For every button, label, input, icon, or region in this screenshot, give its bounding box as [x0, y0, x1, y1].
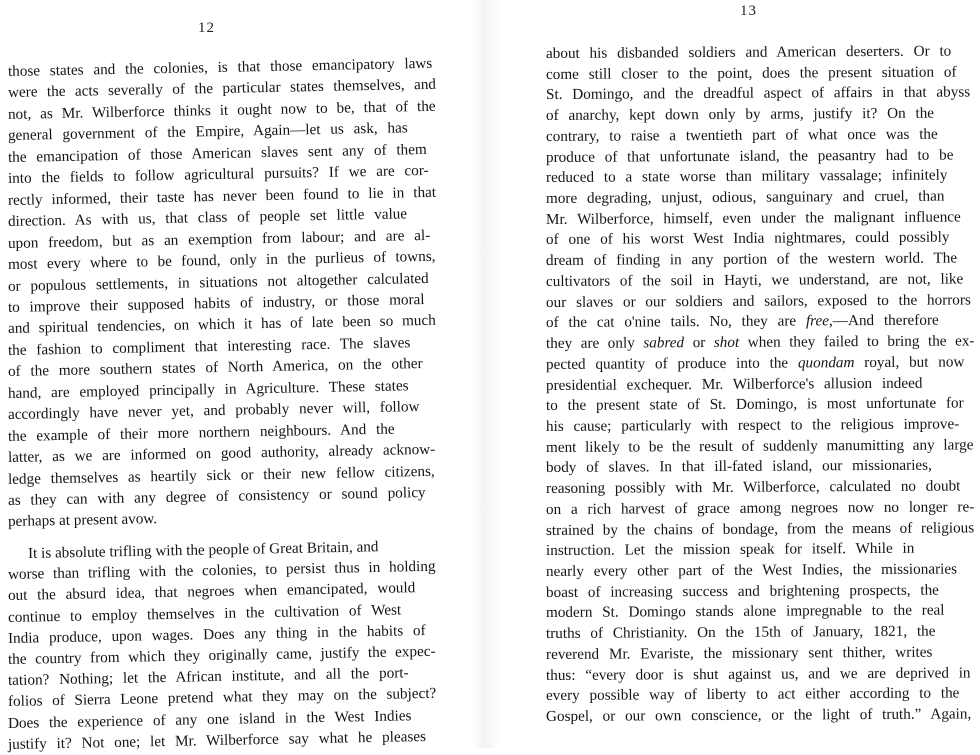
right-text-line — [546, 435, 974, 458]
text-segment: reverend Mr. Evariste, the missionary sent thither, writes — [545, 643, 933, 663]
right-text-line — [546, 124, 938, 146]
left-text-line: general government of the Empire, Again—let us ask, has — [7, 119, 408, 145]
left-text-line: Does the experience of any one island in the West Indies — [7, 706, 412, 732]
left-text-line: upon freedom, but as an exemption from labour; and are al- — [7, 226, 431, 252]
left-text-line: into the fields to follow agricultural pursuits? If we are cor- — [7, 162, 429, 188]
text-segment: reduced to a state worse than military vassalage; infinitely — [545, 166, 948, 187]
left-text-line: It is absolute trifling with the people of Great Britain, and — [27, 538, 379, 562]
right-text-line — [546, 62, 957, 85]
text-segment: strained by the chains of bondage, from the means of religious — [545, 518, 975, 539]
text-segment: of one of his worst West India nightmares, could possibly — [545, 229, 950, 249]
left-page — [0, 0, 470, 753]
italic-word: quondam — [797, 353, 855, 372]
text-segment: they are only — [545, 334, 644, 353]
left-text-line: those states and the colonies, is that those emancipatory laws — [7, 54, 433, 80]
left-text-line: worse than trifling with the colonies, to persist thus in holding — [7, 557, 436, 584]
text-segment: when they failed to bring the ex- — [739, 332, 975, 351]
text-segment: body of slaves. In that ill-fated island, our missionaries, — [545, 457, 932, 477]
left-text-line: hand, are employed principally in Agriculture. These states — [7, 377, 409, 402]
italic-word: shot — [713, 333, 740, 352]
right-page — [500, 0, 980, 748]
left-text-line: not, as Mr. Wilberforce thinks it ought now to be, that of the — [7, 97, 436, 123]
text-segment: Mr. Wilberforce, himself, even under the malignant influence — [545, 208, 961, 228]
text-segment: truths of Christianity. On the 15th of January, 1821, the — [545, 622, 936, 643]
left-text-line: ledge themselves as heartily sick or their new fellow citizens, — [7, 462, 435, 488]
right-page-number: 13 — [740, 3, 757, 19]
right-text-line — [546, 187, 945, 209]
text-segment: his cause; particularly with respect to the religious improve- — [545, 415, 960, 435]
right-text-line — [546, 290, 971, 313]
text-segment: produce of that unfortunate island, the peasantry had to be — [545, 146, 954, 166]
right-text-line — [546, 518, 974, 541]
right-text-line — [546, 83, 970, 106]
right-text-line — [546, 559, 957, 582]
right-text-line — [546, 456, 932, 478]
left-text-line: the example of their more northern neighbours. And the — [7, 420, 395, 445]
text-segment: come still closer to the point, does the present situation of — [545, 63, 957, 83]
right-text-line — [546, 42, 951, 64]
left-text-line: perhaps at present avow. — [7, 510, 158, 531]
right-text-line — [546, 373, 923, 395]
left-text-line: the country from which they originally came, justify the expec- — [7, 642, 436, 668]
left-text-line: folios of Sierra Leone pretend what they may on the subject? — [7, 685, 437, 711]
right-text-line — [546, 249, 957, 272]
left-text-line: latter, as we are informed on good authority, already acknow- — [7, 440, 436, 467]
text-segment: every possible way of liberty to act either according to the — [545, 684, 960, 705]
text-segment: Gospel, or our own conscience, or the light of truth.” Again, — [545, 705, 972, 726]
text-segment: dream of finding in any portion of the western world. The — [545, 249, 958, 270]
right-text-line — [546, 497, 974, 520]
left-text-line: India produce, upon wages. Does any thing in the habits of — [7, 621, 426, 647]
left-text-line: continue to employ themselves in the cultivation of West — [7, 601, 402, 626]
left-text-line: accordingly have never yet, and probably never will, follow — [7, 398, 420, 424]
left-text-line: the emancipation of those American slaves sent any of them — [7, 140, 427, 166]
text-segment: more degrading, unjust, odious, sanguinary and cruel, than — [545, 187, 945, 208]
left-text-line: justify it? Not one; let Mr. Wilberforce say what he pleases — [7, 727, 427, 753]
text-segment: on a rich harvest of grace among negroes now no longer re- — [545, 498, 975, 518]
italic-word: free — [805, 312, 830, 330]
right-text-line — [546, 539, 914, 561]
text-segment: of anarchy, kept down only by arms, justify it? On the — [545, 104, 935, 125]
right-text-line — [546, 704, 971, 727]
right-text-line — [546, 311, 939, 333]
right-text-line — [546, 622, 936, 644]
text-segment: boast of increasing success and brightening prospects, the — [545, 581, 939, 601]
text-segment: instruction. Let the mission speak for itself. While in — [545, 540, 915, 560]
right-text-line — [546, 663, 971, 686]
left-page-number: 12 — [198, 20, 215, 36]
right-text-line — [546, 269, 963, 292]
text-segment: cultivators of the soil in Hayti, we understand, are not, like — [545, 270, 964, 290]
right-text-line — [546, 477, 961, 500]
right-text-line — [546, 601, 945, 623]
right-text-line — [546, 104, 934, 126]
left-text-line: the fashion to compliment that interesting race. The slaves — [7, 334, 411, 359]
left-text-line: or populous settlements, in situations not altogether calculated — [7, 269, 429, 295]
right-text-line — [546, 207, 961, 230]
right-text-line — [546, 352, 965, 375]
italic-word: sabred — [643, 334, 685, 352]
right-text-line — [546, 228, 950, 250]
right-text-line — [546, 414, 959, 437]
right-text-line — [546, 394, 964, 417]
text-segment: nearly every other part of the West Indies, the missionaries — [545, 560, 958, 580]
text-segment: of the cat o'nine tails. No, they are — [545, 312, 806, 332]
left-text-line: of the more southern states of North America, on the other — [7, 355, 423, 381]
right-text-line — [546, 684, 960, 707]
text-segment: ,—And therefore — [828, 311, 939, 330]
text-segment: contrary, to raise a twentieth part of what once was the — [545, 125, 938, 145]
text-segment: reasoning possibly with Mr. Wilberforce, calculated no doubt — [545, 477, 961, 498]
text-segment: to the present state of St. Domingo, is most unfortunate for — [545, 394, 964, 415]
text-segment: or — [684, 334, 714, 352]
book-gutter — [470, 0, 500, 748]
right-text-line — [546, 331, 975, 354]
left-text-line: and spiritual tendencies, on which it has of late been so much — [7, 312, 436, 338]
left-text-line: most every where to be found, only in the purlieus of towns, — [7, 247, 436, 274]
text-segment: royal, but now — [854, 353, 965, 371]
text-segment: presidential exchequer. Mr. Wilberforce's allusion indeed — [545, 374, 923, 394]
text-segment: St. Domingo, and the dreadful aspect of affairs in that abyss — [545, 83, 971, 104]
text-segment: pected quantity of produce into the — [545, 354, 798, 373]
left-text-line: out the absurd idea, that negroes when emancipated, would — [7, 579, 416, 605]
right-text-line — [546, 145, 954, 167]
text-segment: about his disbanded soldiers and American deserters. Or to — [545, 42, 952, 62]
text-segment: ment likely to be the result of suddenly manumitting any large — [545, 436, 974, 456]
left-text-line: were the acts severally of the particular states themselves, and — [7, 76, 437, 102]
text-segment: our slaves or our soldiers and sailors, exposed to the horrors — [545, 291, 971, 311]
left-text-line: tation? Nothing; let the African institute, and all the port- — [7, 664, 409, 690]
text-segment: thus: “every door is shut against us, and we are deprived in — [545, 664, 971, 684]
left-text-line: direction. As with us, that class of people set little value — [7, 205, 408, 231]
left-text-line: as they can with any degree of consistency or sound policy — [7, 483, 426, 509]
left-text-line: rectly informed, their taste has never been found to lie in that — [7, 183, 437, 209]
right-text-line — [546, 166, 948, 188]
text-segment: modern St. Domingo stands alone impregnable to the real — [545, 602, 945, 622]
left-text-line: to improve their supposed habits of industry, or those moral — [7, 290, 425, 316]
right-text-line — [546, 580, 939, 602]
right-text-line — [546, 643, 933, 665]
